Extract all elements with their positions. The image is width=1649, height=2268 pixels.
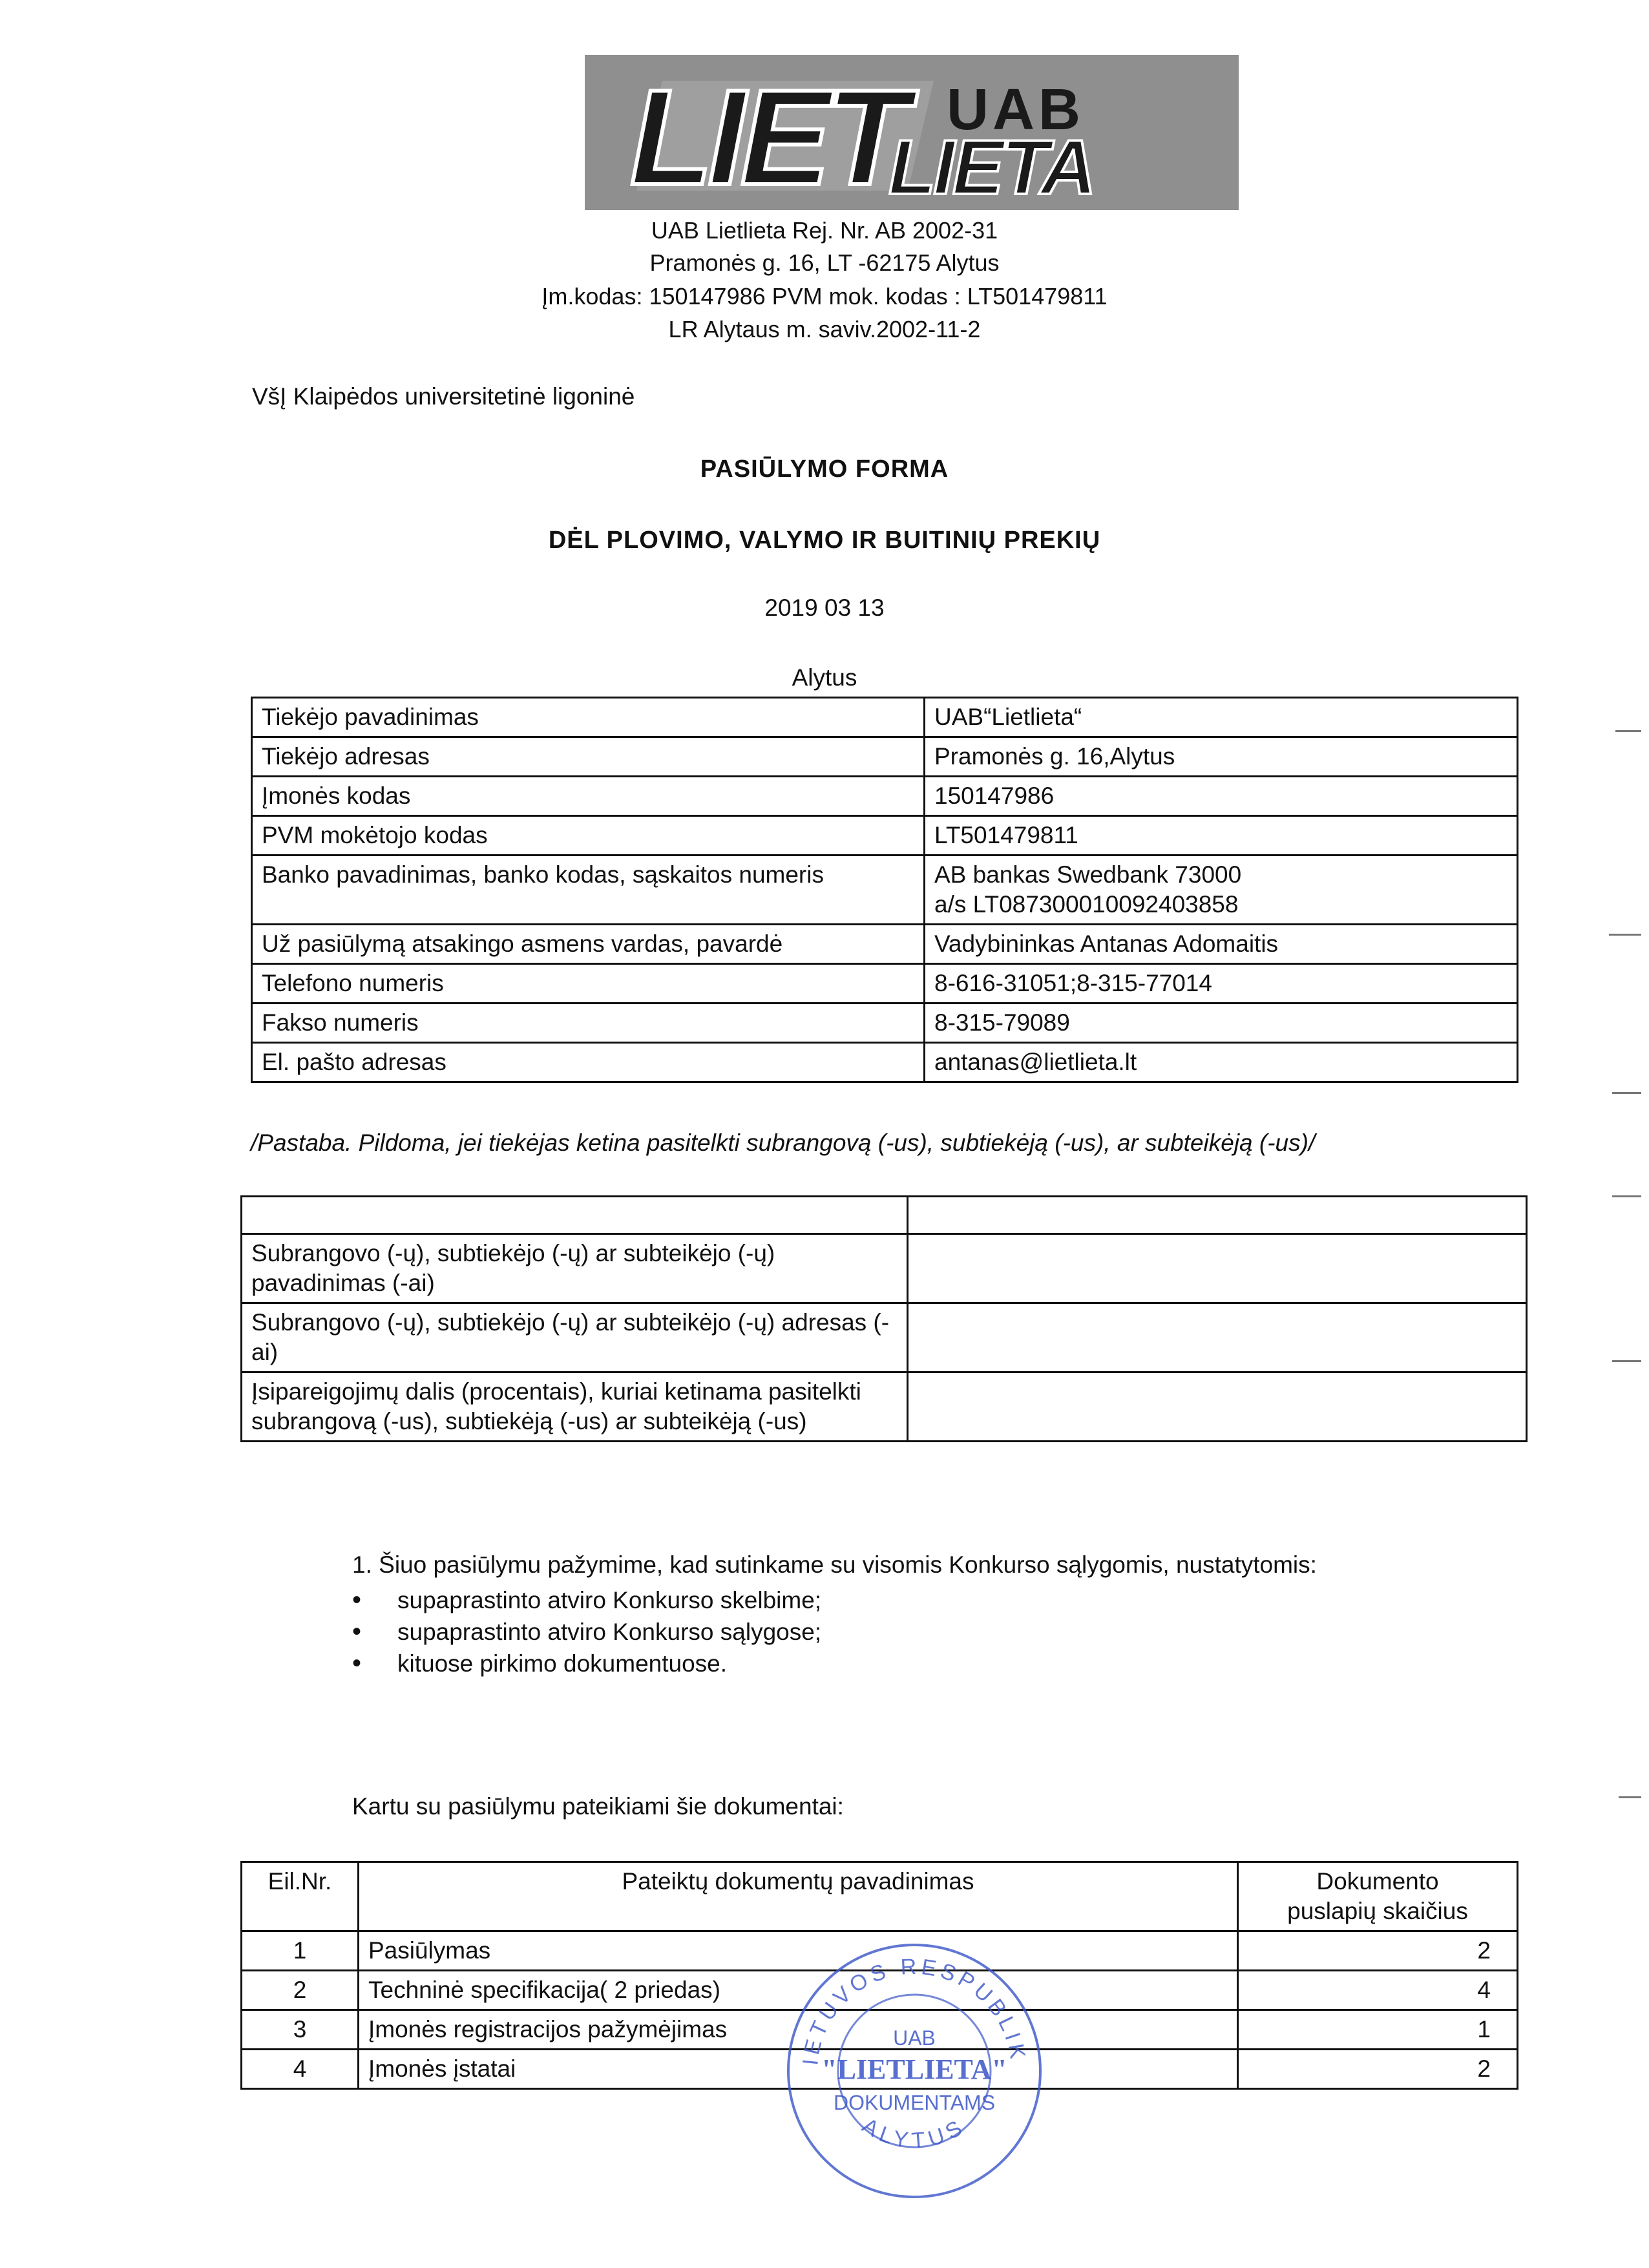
cell-no: 2 xyxy=(242,1971,359,2010)
row-value xyxy=(908,1303,1527,1372)
table-row xyxy=(242,1372,1527,1442)
row-label: PVM mokėtojo kodas xyxy=(252,816,925,856)
row-value: 150147986 xyxy=(925,777,1518,816)
cell-name: Techninė specifikacija( 2 priedas) xyxy=(359,1971,1238,2010)
row-label: Tiekėjo pavadinimas xyxy=(252,698,925,737)
stamp-bottom-text: ALYTUS xyxy=(857,2113,971,2154)
margin-mark xyxy=(1609,934,1641,936)
row-value: UAB“Lietlieta“ xyxy=(925,698,1518,737)
stamp-line-name: "LIETLIETA" xyxy=(821,2053,1007,2085)
row-label: Subrangovo (-ų), subtiekėjo (-ų) ar subteikėjo (-ų) pavadinimas (-ai) xyxy=(242,1234,908,1303)
list-item: • supaprastinto atviro Konkurso sąlygose; xyxy=(352,1616,821,1648)
row-label: Įmonės kodas xyxy=(252,777,925,816)
company-logo xyxy=(585,55,1239,210)
cell-no: 3 xyxy=(242,2010,359,2050)
table-row xyxy=(252,925,1518,964)
bank-name: AB bankas Swedbank 73000 xyxy=(934,861,1242,888)
table-header-row xyxy=(242,1862,1518,1931)
subcontractor-note: /Pastaba. Pildoma, jei tiekėjas ketina pasitelkti subrangovą (-us), subtiekėją (-us), ar subteikėją (-us)/ xyxy=(251,1129,1316,1156)
table-row xyxy=(242,1197,1527,1234)
agreement-list xyxy=(352,1584,821,1679)
company-address: Pramonės g. 16, LT -62175 Alytus xyxy=(649,249,1000,276)
col-header-no: Eil.Nr. xyxy=(242,1862,359,1931)
row-value: antanas@lietlieta.lt xyxy=(925,1043,1518,1082)
row-label: Telefono numeris xyxy=(252,964,925,1003)
supplier-info-table xyxy=(251,697,1518,1083)
table-row xyxy=(252,856,1518,925)
stamp-line-uab: UAB xyxy=(893,2026,936,2050)
cell-pages: 2 xyxy=(1238,2050,1518,2089)
margin-mark xyxy=(1612,1195,1641,1197)
cell-name: Įmonės registracijos pažymėjimas xyxy=(359,2010,1238,2050)
row-value xyxy=(908,1372,1527,1442)
row-label: Už pasiūlymą atsakingo asmens vardas, pavardė xyxy=(252,925,925,964)
form-place: Alytus xyxy=(792,664,857,691)
row-value xyxy=(908,1197,1527,1234)
margin-mark xyxy=(1619,1796,1641,1798)
row-value xyxy=(908,1234,1527,1303)
col-header-name: Pateiktų dokumentų pavadinimas xyxy=(359,1862,1238,1931)
subcontractor-table xyxy=(240,1195,1528,1442)
stamp-line-docs: DOKUMENTAMS xyxy=(833,2091,996,2114)
form-subtitle: DĖL PLOVIMO, VALYMO IR BUITINIŲ PREKIŲ xyxy=(548,527,1101,554)
row-label: El. pašto adresas xyxy=(252,1043,925,1082)
table-row xyxy=(252,964,1518,1003)
company-codes: Įm.kodas: 150147986 PVM mok. kodas : LT501479811 xyxy=(541,283,1108,310)
agreement-intro: 1. Šiuo pasiūlymu pažymime, kad sutinkame su visomis Konkurso sąlygomis, nustatytomis: xyxy=(352,1551,1317,1578)
bank-account: a/s LT087300010092403858 xyxy=(934,891,1239,918)
logo-word-lieta: LIETA xyxy=(888,124,1094,210)
form-date: 2019 03 13 xyxy=(764,594,885,621)
cell-name: Įmonės įstatai xyxy=(359,2050,1238,2089)
cell-no: 4 xyxy=(242,2050,359,2089)
company-municipality: LR Alytaus m. saviv.2002-11-2 xyxy=(668,316,981,342)
cell-no: 1 xyxy=(242,1931,359,1971)
margin-mark xyxy=(1615,730,1641,732)
table-row xyxy=(252,737,1518,777)
table-row xyxy=(252,1043,1518,1082)
row-value: Pramonės g. 16,Alytus xyxy=(925,737,1518,777)
table-row xyxy=(252,816,1518,856)
row-label: Subrangovo (-ų), subtiekėjo (-ų) ar subteikėjo (-ų) adresas (-ai) xyxy=(242,1303,908,1372)
row-label: Banko pavadinimas, banko kodas, sąskaitos numeris xyxy=(252,856,925,925)
row-label: Tiekėjo adresas xyxy=(252,737,925,777)
col-header-pages: Dokumento puslapių skaičius xyxy=(1238,1862,1518,1931)
table-row xyxy=(252,777,1518,816)
row-label: Įsipareigojimų dalis (procentais), kuriai ketinama pasitelkti subrangovą (-us), subtiekėją (-us) ar subteikėją (-us) xyxy=(242,1372,908,1442)
logo-word-liet: LIET xyxy=(630,61,903,210)
row-label xyxy=(242,1197,908,1234)
svg-text:ALYTUS xyxy=(858,2113,971,2153)
row-value: LT501479811 xyxy=(925,816,1518,856)
list-item: • supaprastinto atviro Konkurso skelbime; xyxy=(352,1584,821,1616)
cell-pages: 1 xyxy=(1238,2010,1518,2050)
table-row xyxy=(242,1234,1527,1303)
form-title: PASIŪLYMO FORMA xyxy=(700,456,949,483)
table-row xyxy=(242,1303,1527,1372)
cell-name: Pasiūlymas xyxy=(359,1931,1238,1971)
list-item: • kituose pirkimo dokumentuose. xyxy=(352,1648,821,1679)
logo-word-uab: UAB xyxy=(947,78,1084,142)
cell-pages: 4 xyxy=(1238,1971,1518,2010)
recipient: VšĮ Klaipėdos universitetinė ligoninė xyxy=(252,383,635,410)
row-label: Fakso numeris xyxy=(252,1003,925,1043)
row-value xyxy=(925,856,1518,925)
row-value: Vadybininkas Antanas Adomaitis xyxy=(925,925,1518,964)
stamp-top-text: IETUVOS RESPUBLIK xyxy=(798,1954,1031,2067)
company-registration: UAB Lietlieta Rej. Nr. AB 2002-31 xyxy=(651,217,998,244)
table-row xyxy=(252,698,1518,737)
company-stamp xyxy=(779,1935,1050,2207)
row-value: 8-315-79089 xyxy=(925,1003,1518,1043)
documents-intro: Kartu su pasiūlymu pateikiami šie dokumentai: xyxy=(352,1793,844,1820)
margin-mark xyxy=(1612,1092,1641,1094)
margin-mark xyxy=(1612,1360,1641,1362)
table-row xyxy=(252,1003,1518,1043)
row-value: 8-616-31051;8-315-77014 xyxy=(925,964,1518,1003)
cell-pages: 2 xyxy=(1238,1931,1518,1971)
